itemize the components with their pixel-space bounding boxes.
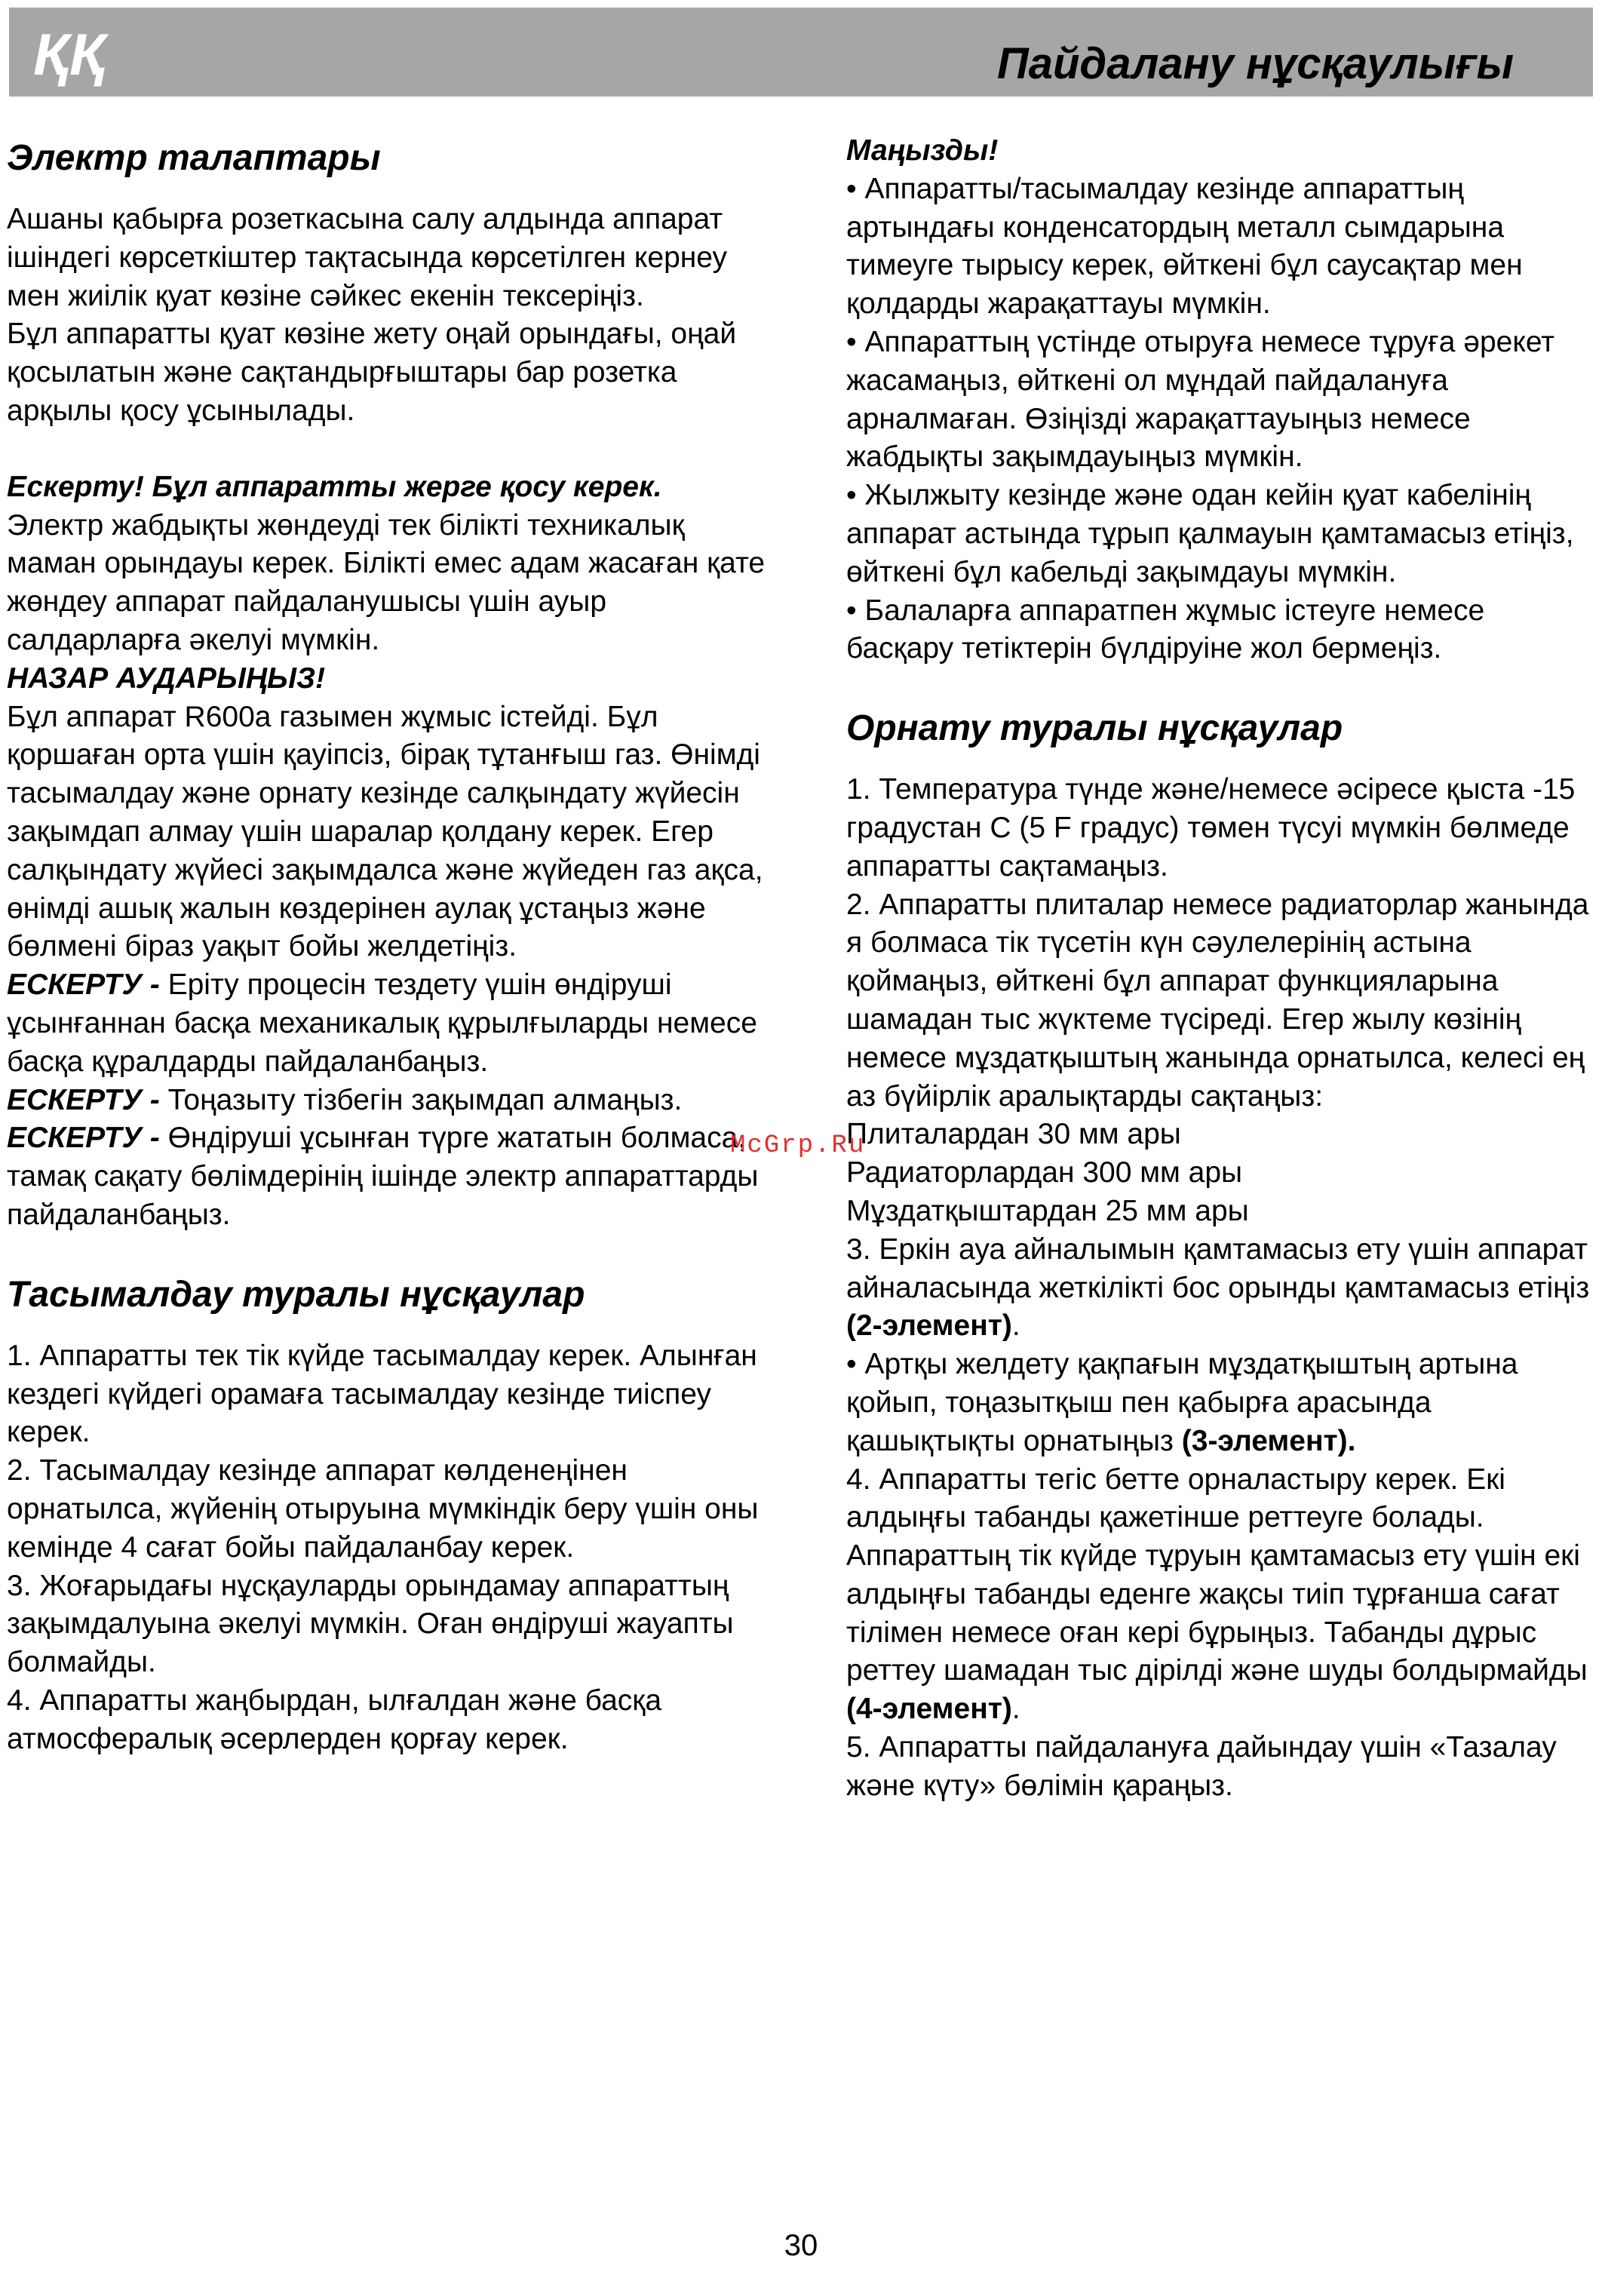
section-title-transport: Тасымалдау туралы нұсқаулар [7, 1274, 585, 1315]
warning-ground-heading: Ескерту! Бұл аппаратты жерге қосу керек. [7, 470, 662, 503]
element-reference: (2-элемент) [846, 1309, 1012, 1343]
note-text: Тоңазыту тізбегін зақымдап алмаңыз. [167, 1083, 683, 1116]
note-paragraph-1 [7, 966, 776, 1081]
electrical-paragraph-2: Бұл аппаратты қуат көзіне жету оңай орындағы, оңай қосылатын және сақтандырғыштары бар розетка арқылы қосу ұсынылады. [7, 318, 737, 427]
attention-heading: НАЗАР АУДАРЫҢЫЗ! [7, 661, 326, 695]
transport-item-2: 2. Тасымалдау кезінде аппарат көлденеңінен орнатылса, жүйенің отыруына мүмкіндік беру үшін оны кемінде 4 сағат бойы пайдаланбау керек. [7, 1454, 759, 1564]
install-item-3b: • Артқы желдету қақпағын мұздатқыштың артына қойып, тоңазытқыш пен қабырға арасында қашықтықты орнатыңыз (3-элемент). [846, 1348, 1518, 1457]
important-item-4: • Балаларға аппаратпен жұмыс істеуге немесе басқару тетіктерін бүлдіруіне жол бермеңіз. [846, 594, 1485, 665]
note-paragraph-2 [7, 1082, 776, 1120]
important-heading: Маңызды! [846, 134, 999, 167]
clearance-stoves: Плиталардан 30 мм ары [846, 1118, 1181, 1151]
left-column [7, 132, 776, 1758]
note-text: Еріту процесін тездету үшін өндіруші ұсынғаннан басқа механикалық құрылғыларды немесе басқа құралдарды пайдаланбаңыз. [7, 968, 757, 1078]
install-item-5: 5. Аппаратты пайдалануға дайындау үшін «Тазалау және күту» бөлімін қараңыз. [846, 1731, 1557, 1802]
page-header [9, 8, 1593, 97]
transport-item-3: 3. Жоғарыдағы нұсқауларды орындамау аппараттың зақымдалуына әкелуі мүмкін. Оған өндіруші жауапты болмайды. [7, 1569, 734, 1679]
clearance-radiators: Радиаторлардан 300 мм ары [846, 1156, 1243, 1189]
warning-ground-text: Электр жабдықты жөндеуді тек білікті техникалық маман орындауы керек. Білікті емес адам жасаған қате жөндеу аппарат пайдаланушысы үшін ауыр салдарларға әкелуі мүмкін. [7, 508, 766, 656]
watermark: McGrp.Ru [730, 1131, 866, 1160]
note-text: Өндіруші ұсынған түрге жататын болмаса, тамақ сақату бөлімдерінің ішінде электр аппараттарды пайдаланбаңыз. [7, 1122, 759, 1231]
attention-text: Бұл аппарат R600a газымен жұмыс істейді. Бұл қоршаған орта үшін қауіпсіз, бірақ тұтанғыш газ. Өнімді тасымалдау және орнату кезінде салқындату жүйесін зақымдап алмау үшін шаралар қолдану керек. Егер салқындату жүйесі зақымдалса және жүйеден газ ақса, өнімді ашық жалын көздерінен аулақ ұстаңыз және бөлмені біраз уақыт бойы желдетіңіз. [7, 700, 763, 963]
note-label: ЕСКЕРТУ - [7, 1122, 160, 1155]
note-paragraph-3 [7, 1119, 776, 1234]
install-item-3: 3. Еркін ауа айналымын қамтамасыз ету үшін аппарат айналасында жеткілікті бос орынды қамтамасыз етіңіз (2-элемент). [846, 1232, 1590, 1343]
clearance-freezers: Мұздатқыштардан 25 мм ары [846, 1194, 1249, 1227]
element-reference: (3-элемент). [1181, 1424, 1356, 1457]
page-number: 30 [784, 2229, 818, 2262]
install-item-1: 1. Температура түнде және/немесе әсіресе қыста -15 градустан С (5 F градус) төмен түсуі мүмкін бөлмеде аппаратты сақтамаңыз. [846, 773, 1576, 882]
install-item-4: 4. Аппаратты тегіс бетте орналастыру керек. Екі алдыңғы табанды қажетінше реттеуге болады. Аппараттың тік күйде тұруын қамтамасыз ету үшін екі алдыңғы табанды еденге жақсы тиіп тұрғанша сағат тілімен немесе оған кері бұрыңыз. Табанды дұрыс реттеу шамадан тыс дірілді және шуды болдырмайды (4-элемент). [846, 1463, 1588, 1726]
language-code: ҚҚ [33, 21, 106, 87]
section-title-installation: Орнату туралы нұсқаулар [846, 708, 1343, 749]
important-item-3: • Жылжыту кезінде және одан кейін қуат кабелінің аппарат астында тұрып қалмауын қамтамасыз етіңіз, өйткені бұл кабельді зақымдауы мүмкін. [846, 479, 1574, 588]
install-item-2: 2. Аппаратты плиталар немесе радиаторлар жанында я болмаса тік түсетін күн сәулелерінің астына қоймаңыз, өйткені бұл аппарат функцияларына шамадан тыс жүктеме түсіреді. Егер жылу көзінің немесе мұздатқыштың жанында орнатылса, келесі ең аз бүйірлік аралықтарды сақтаңыз: [846, 888, 1589, 1113]
important-item-2: • Аппараттың үстінде отыруға немесе тұруға әрекет жасамаңыз, өйткені ол мұндай пайдалануға арналмаған. Өзіңізді жарақаттауыңыз немесе жабдықты зақымдауыңыз мүмкін. [846, 325, 1555, 474]
note-label: ЕСКЕРТУ - [7, 1083, 160, 1116]
element-reference: (4-элемент) [846, 1693, 1012, 1726]
important-item-1: • Аппаратты/тасымалдау кезінде аппараттың артындағы конденсатордың металл сымдарына тимеуге тырысу керек, өйткені бұл саусақтар мен қолдарды жарақаттауы мүмкін. [846, 172, 1523, 321]
section-title-electrical: Электр талаптары [7, 138, 381, 178]
document-title: Пайдалану нұсқаулығы [996, 39, 1514, 88]
electrical-paragraph-1: Ашаны қабырға розеткасына салу алдында аппарат ішіндегі көрсеткіштер тақтасында көрсетілген кернеу мен жиілік қуат көзіне сәйкес екенін тексеріңіз. [7, 203, 728, 312]
transport-item-4: 4. Аппаратты жаңбырдан, ылғалдан және басқа атмосфералық әсерлерден қорғау керек. [7, 1684, 662, 1755]
right-column [846, 132, 1593, 1806]
note-label: ЕСКЕРТУ - [7, 968, 160, 1002]
transport-item-1: 1. Аппаратты тек тік күйде тасымалдау керек. Алынған кездегі күйдегі орамаға тасымалдау кезінде тиіспеу керек. [7, 1339, 757, 1449]
